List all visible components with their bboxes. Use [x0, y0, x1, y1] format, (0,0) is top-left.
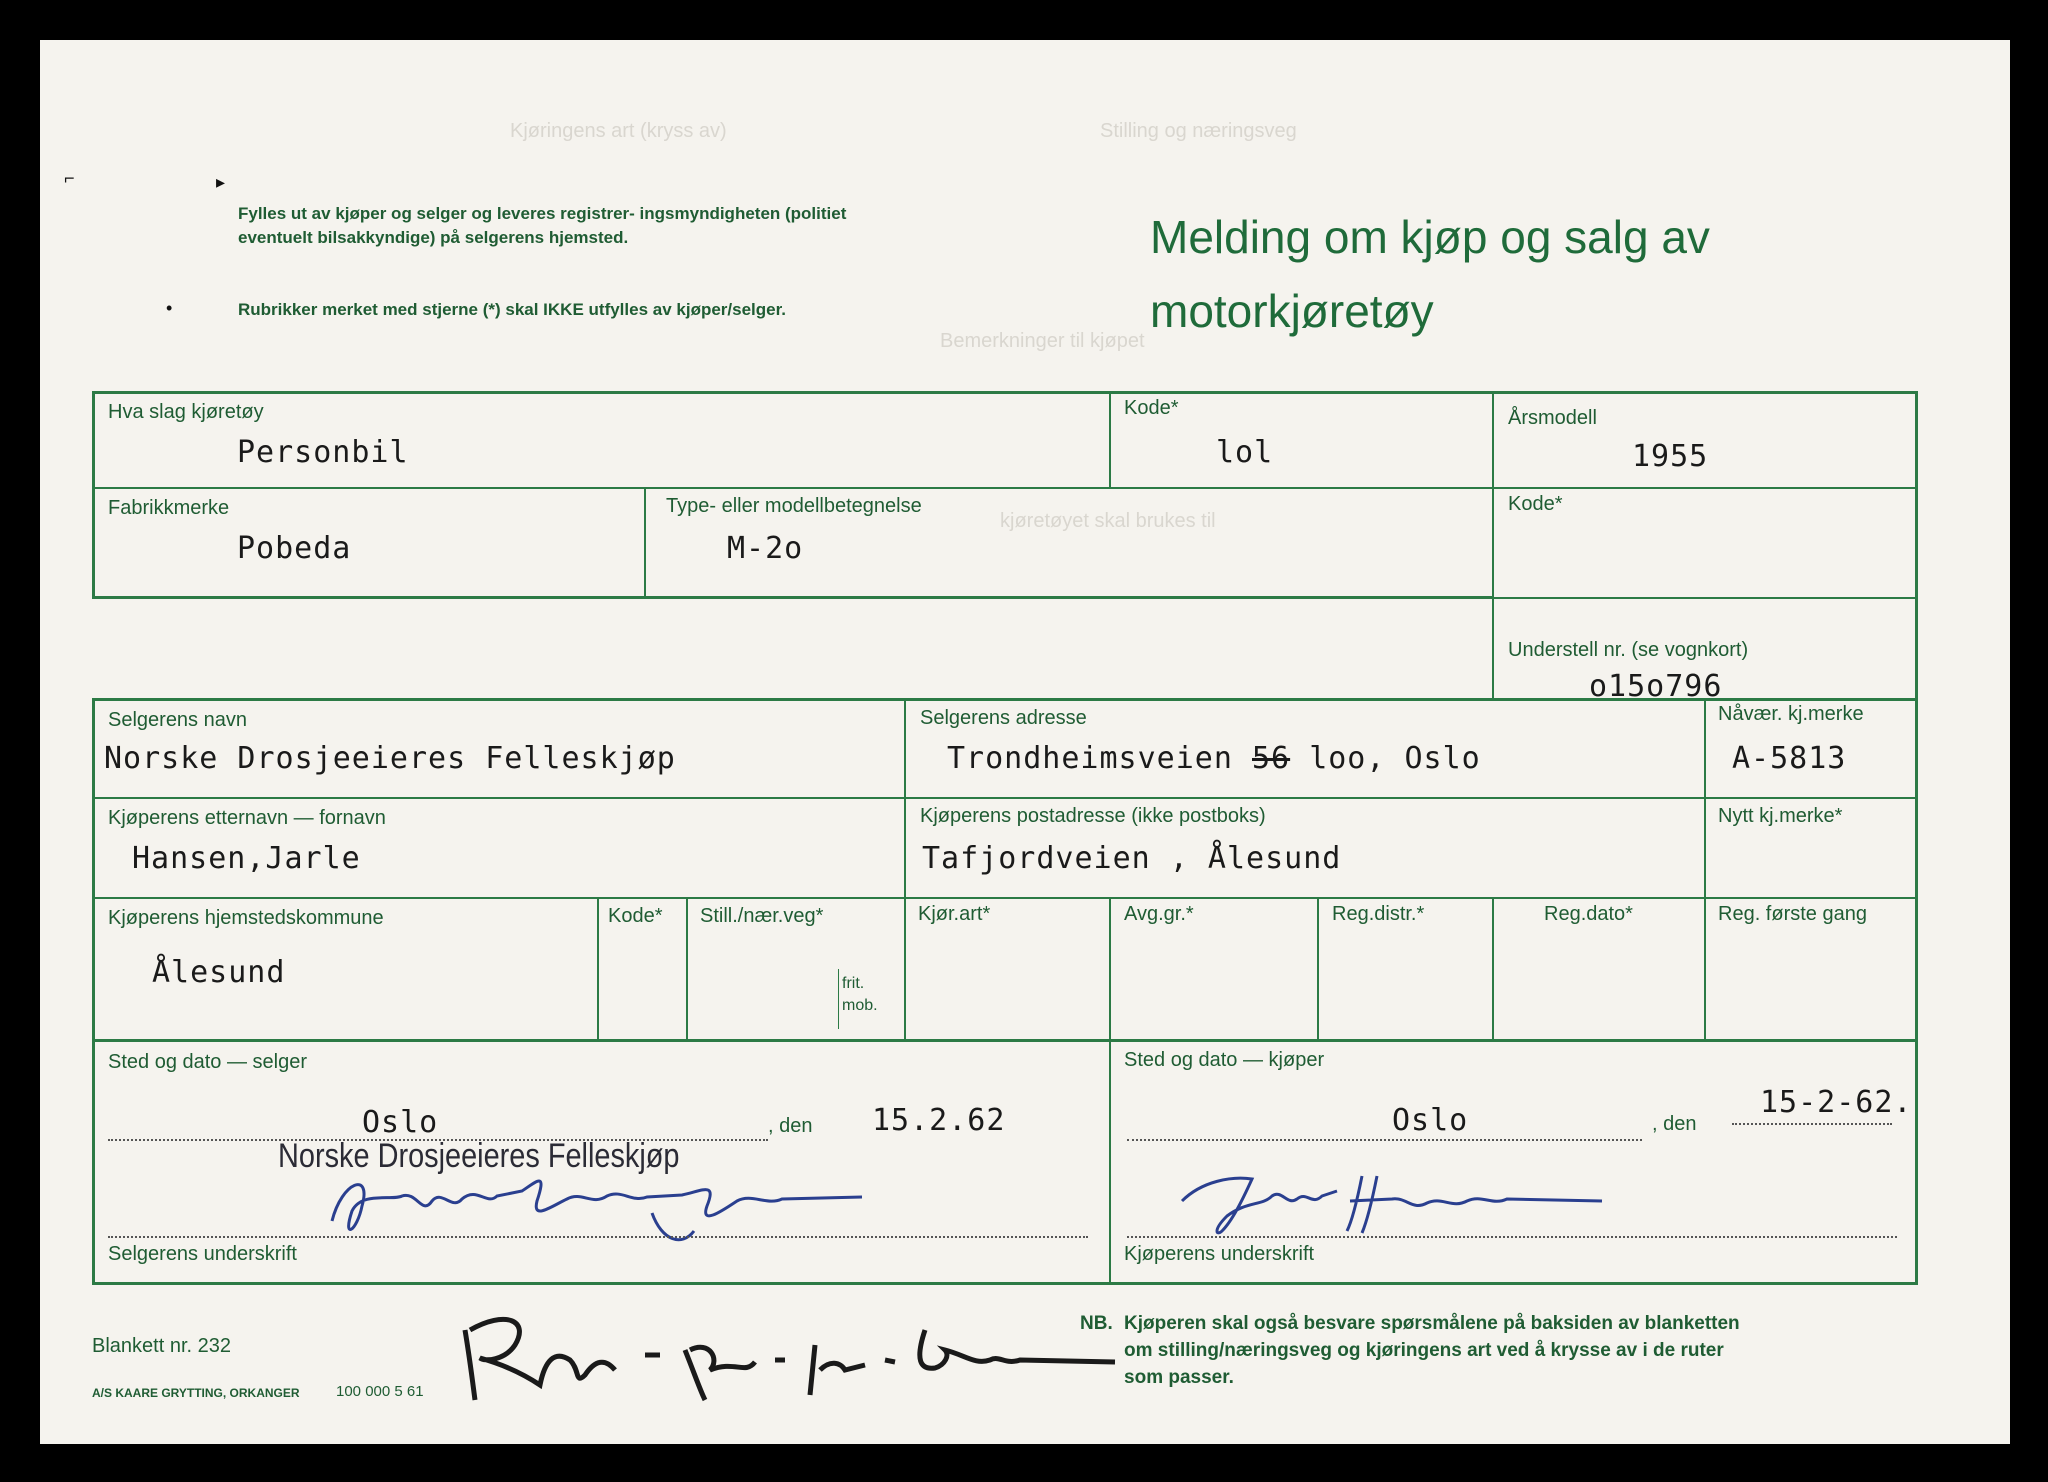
buyer-place-value: Oslo	[1392, 1103, 1469, 1138]
bleed-through-text: Bemerkninger til kjøpet	[940, 330, 1145, 352]
current-plate-value: A-5813	[1732, 741, 1847, 776]
instructions-1: Fylles ut av kjøper og selger og leveres registrer- ingsmyndigheten (politiet eventuelt bilsakkyndige) på selgerens hjemsted.	[238, 204, 847, 247]
seller-name-label: Selgerens navn	[108, 709, 247, 731]
bleed-through-text: Stilling og næringsveg	[1100, 120, 1297, 142]
bleed-through-text: kjøretøyet skal brukes til	[1000, 510, 1216, 532]
seller-address-label: Selgerens adresse	[920, 707, 1087, 729]
occupation-label: Still./nær.veg*	[700, 905, 824, 927]
buyer-date-dotted-line	[1732, 1123, 1892, 1125]
rule	[597, 897, 599, 1039]
rule	[838, 969, 839, 1029]
buyer-signature	[1172, 1161, 1612, 1241]
new-plate-label: Nytt kj.merke*	[1718, 805, 1843, 827]
rule	[1317, 897, 1319, 1039]
vehicle-code-value: lol	[1216, 435, 1274, 470]
buyer-signature-label: Kjøperens underskrift	[1124, 1243, 1315, 1265]
seller-den-label: , den	[768, 1115, 813, 1137]
nb-note	[1080, 1310, 1744, 1391]
rule	[92, 1282, 1918, 1285]
instructions-2: Rubrikker merket med stjerne (*) skal IKKE utfylles av kjøper/selger.	[238, 300, 787, 319]
seller-address-street: Trondheimsveien	[947, 741, 1233, 776]
rule	[92, 897, 1918, 899]
form-number: Blankett nr. 232	[92, 1335, 231, 1357]
buyer-address-value: Tafjordveien , Ålesund	[922, 841, 1342, 876]
rule	[92, 596, 1492, 599]
form-title: Melding om kjøp og salg av motorkjøretøy	[1150, 211, 1710, 337]
seller-place-date-label: Sted og dato — selger	[108, 1051, 308, 1073]
form-sheet	[40, 40, 2010, 1444]
reg-district-label: Reg.distr.*	[1332, 903, 1425, 925]
rule	[1915, 391, 1918, 1285]
chassis-value: o15o796	[1589, 669, 1723, 704]
rule	[1492, 597, 1918, 599]
rule	[686, 897, 688, 1039]
vehicle-type-value: Personbil	[237, 435, 409, 470]
vehicle-code2-label: Kode*	[1508, 493, 1563, 515]
seller-date-value: 15.2.62	[872, 1103, 1006, 1138]
chassis-label: Understell nr. (se vognkort)	[1508, 639, 1749, 661]
reg-date-label: Reg.dato*	[1544, 903, 1633, 925]
rule	[92, 1039, 1918, 1042]
rule	[644, 487, 646, 599]
print-run-number: 100 000 5 61	[336, 1383, 424, 1400]
buyer-place-dotted-line	[1127, 1139, 1642, 1141]
buyer-date-value: 15-2-62.	[1760, 1085, 1913, 1120]
first-reg-label: Reg. første gang	[1718, 903, 1867, 925]
model-value: M-2o	[727, 531, 804, 566]
rule	[92, 391, 95, 599]
buyer-place-date-label: Sted og dato — kjøper	[1124, 1049, 1325, 1071]
mob-label: mob.	[842, 997, 878, 1014]
frit-label: frit.	[842, 975, 865, 992]
bleed-through-text: Kjøringens art (kryss av)	[510, 120, 727, 142]
municipality-code-label: Kode*	[608, 905, 663, 927]
seller-address-value	[947, 741, 1481, 776]
rule	[92, 698, 95, 1285]
buyer-municipality-label: Kjøperens hjemstedskommune	[108, 907, 384, 929]
nb-label: NB.	[1080, 1313, 1113, 1334]
vehicle-code-label: Kode*	[1124, 397, 1179, 419]
make-value: Pobeda	[237, 531, 352, 566]
rule	[1109, 391, 1111, 489]
rule	[92, 391, 1918, 394]
driving-type-label: Kjør.art*	[918, 903, 991, 925]
current-plate-label: Nåvær. kj.merke	[1718, 703, 1864, 725]
rule	[1492, 391, 1494, 701]
seller-signature-dotted-line	[108, 1236, 1088, 1238]
ink-mark: ⌐	[64, 168, 75, 188]
rule	[904, 897, 906, 1039]
printer-name: A/S KAARE GRYTTING, ORKANGER	[92, 1386, 300, 1400]
model-year-value: 1955	[1632, 439, 1709, 474]
rule	[904, 698, 906, 898]
buyer-signature-dotted-line	[1127, 1236, 1897, 1238]
buyer-name-value: Hansen,Jarle	[132, 841, 361, 876]
seller-address-rest: loo, Oslo	[1309, 741, 1481, 776]
buyer-den-label: , den	[1652, 1113, 1697, 1135]
seller-company-stamp: Norske Drosjeeieres Felleskjøp	[278, 1137, 680, 1175]
seller-signature-label: Selgerens underskrift	[108, 1243, 297, 1265]
seller-place-value: Oslo	[362, 1105, 439, 1140]
nb-text: Kjøperen skal også besvare spørsmålene på baksiden av blanketten om stilling/næringsveg og kjøringens art ved å krysse av i de ruter som passer.	[1124, 1313, 1740, 1388]
rule	[1109, 897, 1111, 1039]
vehicle-type-label: Hva slag kjøretøy	[108, 401, 264, 423]
rule	[1109, 1039, 1111, 1285]
rule	[92, 487, 1918, 489]
handwritten-registration-note	[445, 1290, 1125, 1410]
rule	[92, 797, 1918, 799]
model-label: Type- eller modellbetegnelse	[666, 495, 922, 517]
model-year-label: Årsmodell	[1508, 407, 1597, 429]
rule	[1492, 897, 1494, 1039]
buyer-name-label: Kjøperens etternavn — fornavn	[108, 807, 386, 829]
ink-mark: •	[166, 298, 173, 318]
form-grid	[92, 391, 1918, 1311]
seller-name-value: Norske Drosjeeieres Felleskjøp	[104, 741, 676, 776]
buyer-address-label: Kjøperens postadresse (ikke postboks)	[920, 805, 1266, 827]
rule	[1704, 698, 1706, 1039]
fee-group-label: Avg.gr.*	[1124, 903, 1194, 925]
make-label: Fabrikkmerke	[108, 497, 230, 519]
buyer-municipality-value: Ålesund	[152, 955, 286, 990]
seller-address-struck-number: 56	[1252, 741, 1291, 776]
ink-mark: ▸	[216, 172, 226, 192]
